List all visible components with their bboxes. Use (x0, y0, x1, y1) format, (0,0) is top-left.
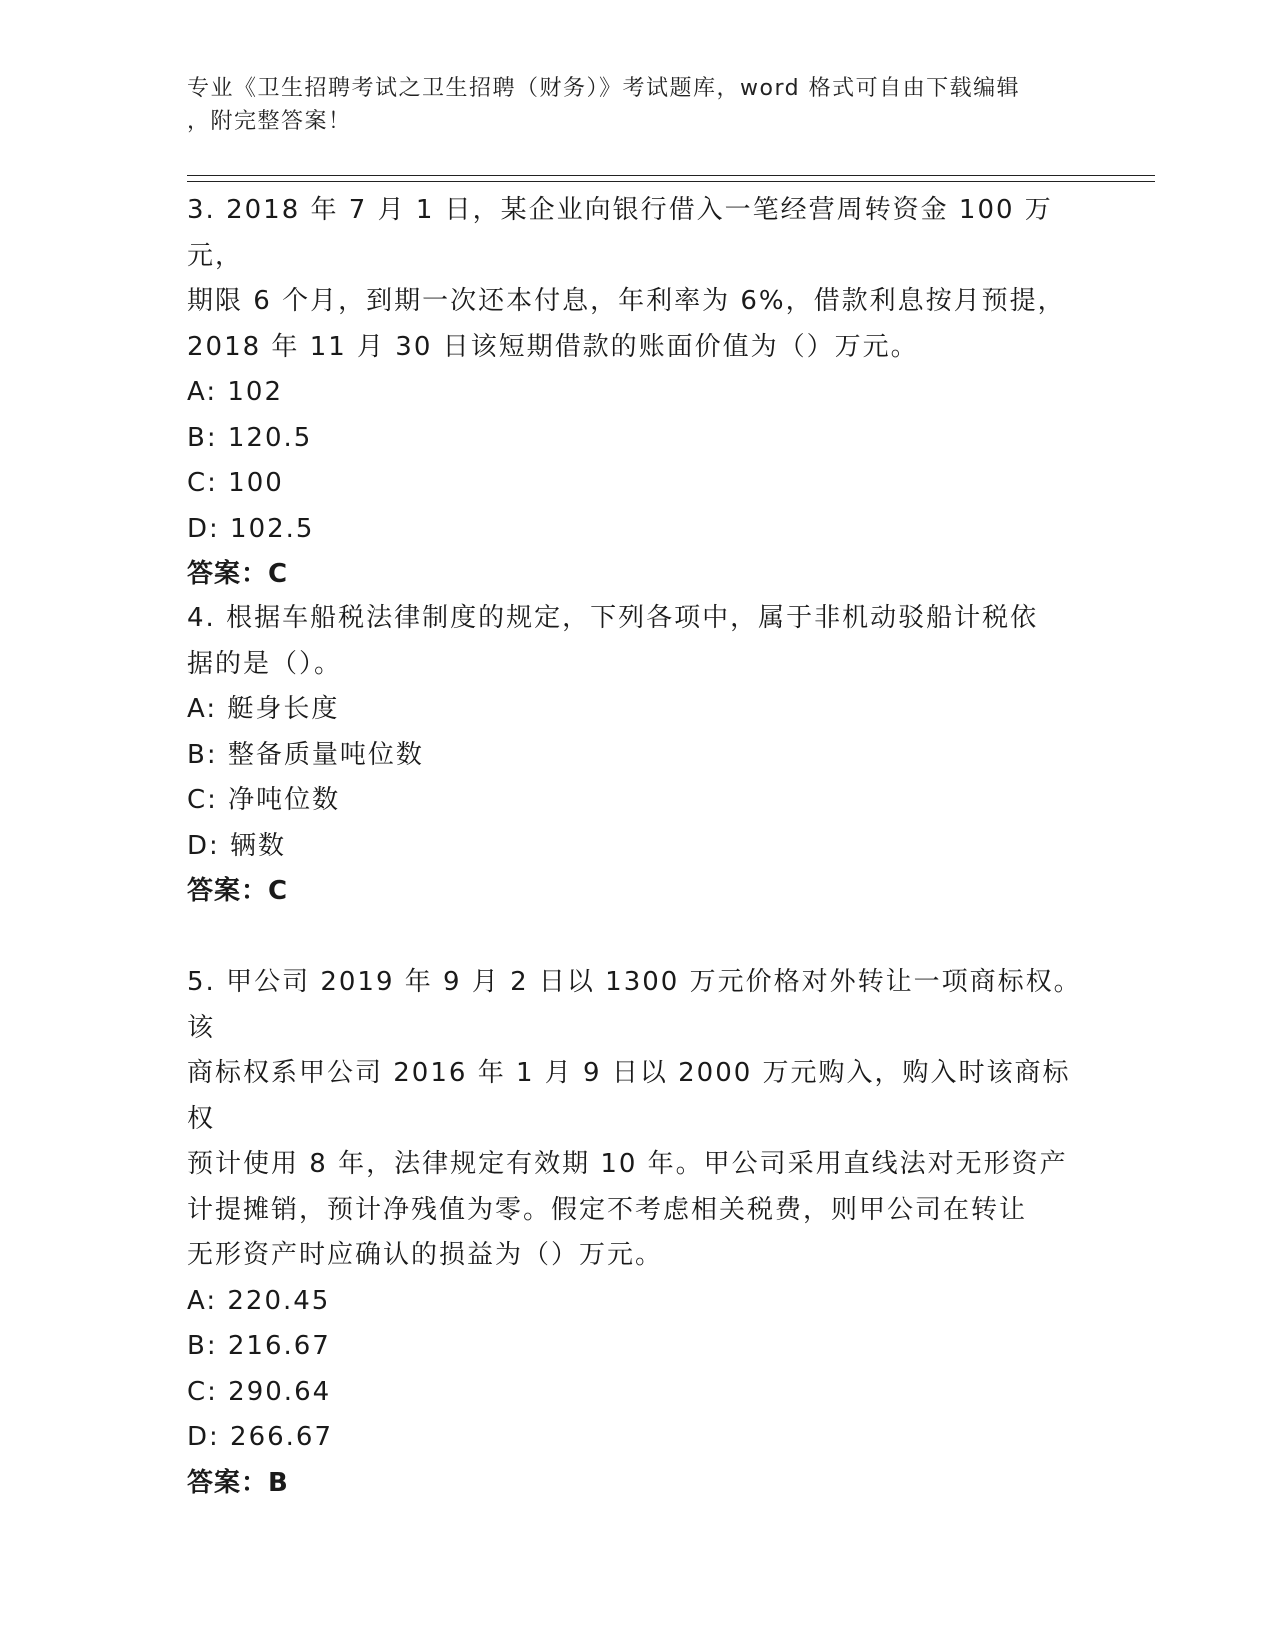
stem-line: 期限 6 个月，到期一次还本付息，年利率为 6%，借款利息按月预提， (187, 286, 1066, 316)
header-rule-bottom (187, 181, 1155, 182)
option-list (187, 370, 1087, 552)
option-b: B: 120.5 (187, 422, 313, 453)
stem-line: 计提摊销，预计净残值为零。假定不考虑相关税费，则甲公司在转让 (187, 1194, 1028, 1225)
option-c: C: 100 (187, 468, 284, 498)
option-a: A: 220.45 (187, 1285, 331, 1316)
header-rule-top (187, 175, 1155, 176)
option-a: A: 艇身长度 (187, 694, 340, 724)
stem-line: 商标权系甲公司 2016 年 1 月 9 日以 2000 万元购入，购入时该商标权 (187, 1058, 1071, 1134)
answer-line: 答案：B (187, 1467, 289, 1498)
stem-line: 预计使用 8 年，法律规定有效期 10 年。甲公司采用直线法对无形资产 (187, 1149, 1068, 1179)
question-stem (187, 596, 1087, 687)
question-4 (187, 596, 1087, 915)
option-d: D: 266.67 (187, 1422, 334, 1452)
stem-line: 4. 根据车船税法律制度的规定，下列各项中，属于非机动驳船计税依 (187, 603, 1039, 633)
question-stem (187, 188, 1087, 370)
stem-line: 2018 年 11 月 30 日该短期借款的账面价值为（）万元。 (187, 331, 919, 362)
stem-line: 5. 甲公司 2019 年 9 月 2 日以 1300 万元价格对外转让一项商标权。该 (187, 967, 1082, 1043)
option-c: C: 净吨位数 (187, 785, 341, 815)
option-list (187, 687, 1087, 869)
stem-line: 3. 2018 年 7 月 1 日，某企业向银行借入一笔经营周转资金 100 万元， (187, 195, 1053, 271)
header-line-1: 专业《卫生招聘考试之卫生招聘（财务）》考试题库，word 格式可自由下载编辑 (187, 76, 1021, 101)
option-d: D: 辆数 (187, 830, 287, 861)
header-line-2: ，附完整答案！ (187, 109, 352, 134)
question-stem (187, 960, 1087, 1279)
stem-line: 无形资产时应确认的损益为（）万元。 (187, 1240, 664, 1270)
stem-line: 据的是（）。 (187, 648, 343, 679)
question-3 (187, 188, 1087, 598)
option-a: A: 102 (187, 377, 283, 407)
option-c: C: 290.64 (187, 1376, 332, 1407)
answer-line: 答案：C (187, 876, 289, 906)
option-d: D: 102.5 (187, 513, 315, 544)
option-b: B: 整备质量吨位数 (187, 739, 424, 770)
answer-line: 答案：C (187, 559, 289, 589)
option-list (187, 1279, 1087, 1461)
option-b: B: 216.67 (187, 1331, 331, 1361)
question-5 (187, 960, 1087, 1506)
document-header (187, 72, 1087, 138)
